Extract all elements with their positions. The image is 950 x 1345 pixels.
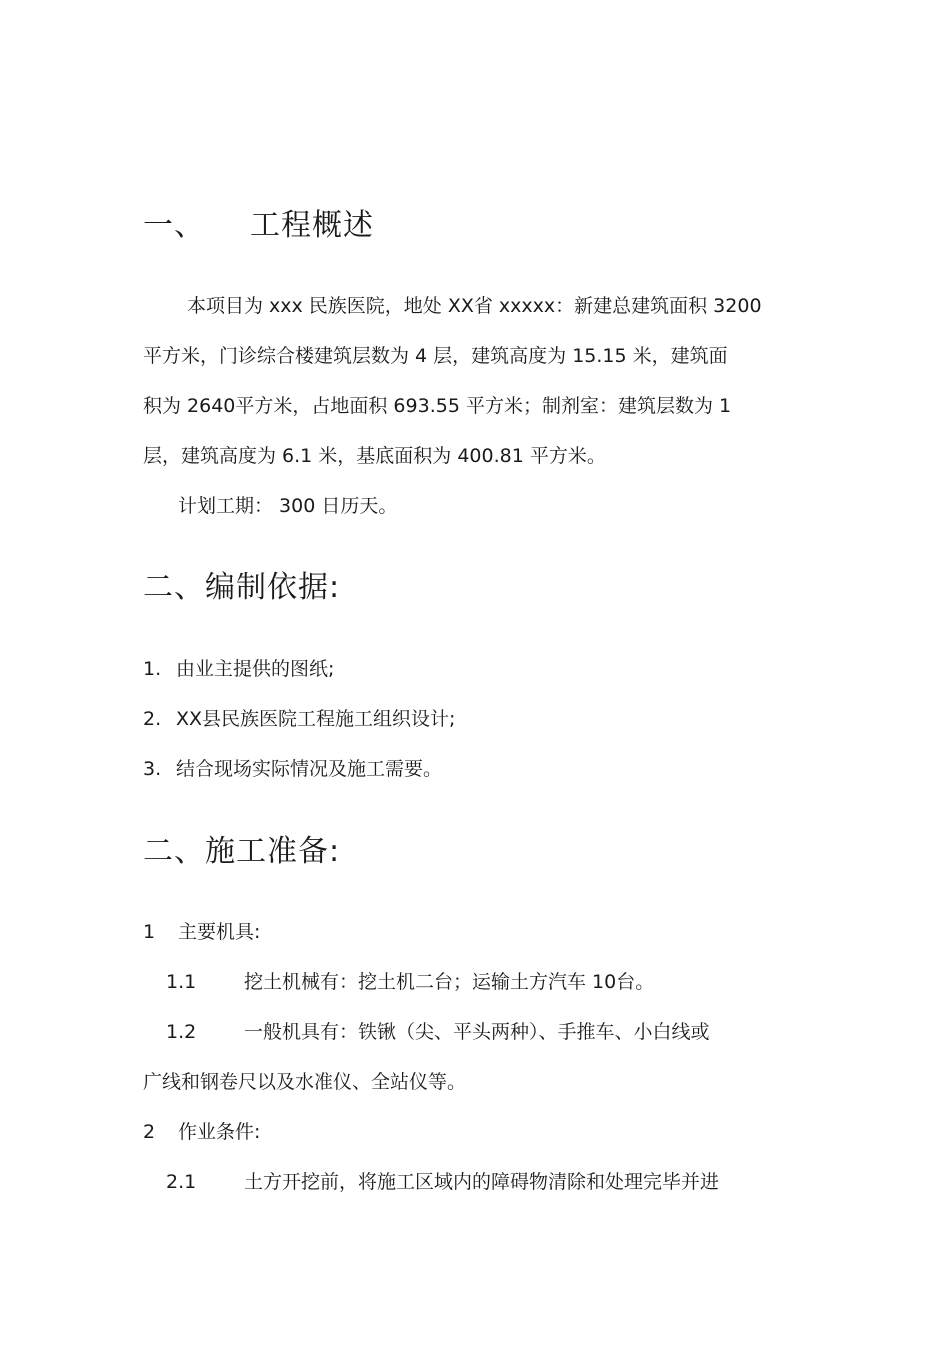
paragraph-line-4: 层，建筑高度为 6.1 米，基底面积为 400.81 平方米。 bbox=[143, 445, 606, 467]
subsection-2 bbox=[143, 1120, 260, 1144]
subsection-1 bbox=[143, 920, 260, 944]
item-text: 土方开挖前，将施工区域内的障碍物清除和处理完毕并进 bbox=[244, 1171, 720, 1193]
list-item-text: XX县民族医院工程施工组织设计; bbox=[176, 708, 456, 730]
section-3-heading: 二、施工准备: bbox=[143, 834, 341, 869]
subsection-number: 1 bbox=[143, 921, 156, 943]
list-item bbox=[143, 757, 442, 781]
paragraph-line-1: 本项目为 xxx 民族医院，地处 XX省 xxxxx：新建总建筑面积 3200 bbox=[187, 295, 762, 317]
section-2-heading: 二、编制依据: bbox=[143, 570, 341, 605]
list-item-text: 由业主提供的图纸; bbox=[176, 658, 335, 680]
item-number: 2.1 bbox=[166, 1171, 197, 1193]
subsection-title: 主要机具: bbox=[178, 921, 261, 943]
subsection-title: 作业条件: bbox=[178, 1121, 261, 1143]
item-1-1 bbox=[166, 970, 654, 994]
subsection-number: 2 bbox=[143, 1121, 156, 1143]
section-1-number: 一、 bbox=[143, 208, 205, 243]
paragraph-line-2: 平方米，门诊综合楼建筑层数为 4 层，建筑高度为 15.15 米，建筑面 bbox=[143, 345, 728, 367]
list-item-number: 3. bbox=[143, 758, 162, 780]
item-2-1 bbox=[166, 1170, 719, 1194]
schedule-line: 计划工期： 300 日历天。 bbox=[178, 495, 398, 517]
section-1-title: 工程概述 bbox=[250, 208, 374, 243]
list-item-text: 结合现场实际情况及施工需要。 bbox=[176, 758, 443, 780]
list-item bbox=[143, 707, 455, 731]
list-item bbox=[143, 657, 334, 681]
item-1-2 bbox=[166, 1020, 710, 1044]
item-number: 1.1 bbox=[166, 971, 197, 993]
paragraph-line-3: 积为 2640平方米，占地面积 693.55 平方米；制剂室：建筑层数为 1 bbox=[143, 395, 732, 417]
item-number: 1.2 bbox=[166, 1021, 197, 1043]
item-1-2-continuation: 广线和钢卷尺以及水准仪、全站仪等。 bbox=[143, 1071, 467, 1093]
list-item-number: 2. bbox=[143, 708, 162, 730]
item-text: 挖土机械有：挖土机二台；运输土方汽车 10台。 bbox=[244, 971, 655, 993]
item-text: 一般机具有：铁锹（尖、平头两种）、手推车、小白线或 bbox=[244, 1021, 710, 1043]
list-item-number: 1. bbox=[143, 658, 162, 680]
